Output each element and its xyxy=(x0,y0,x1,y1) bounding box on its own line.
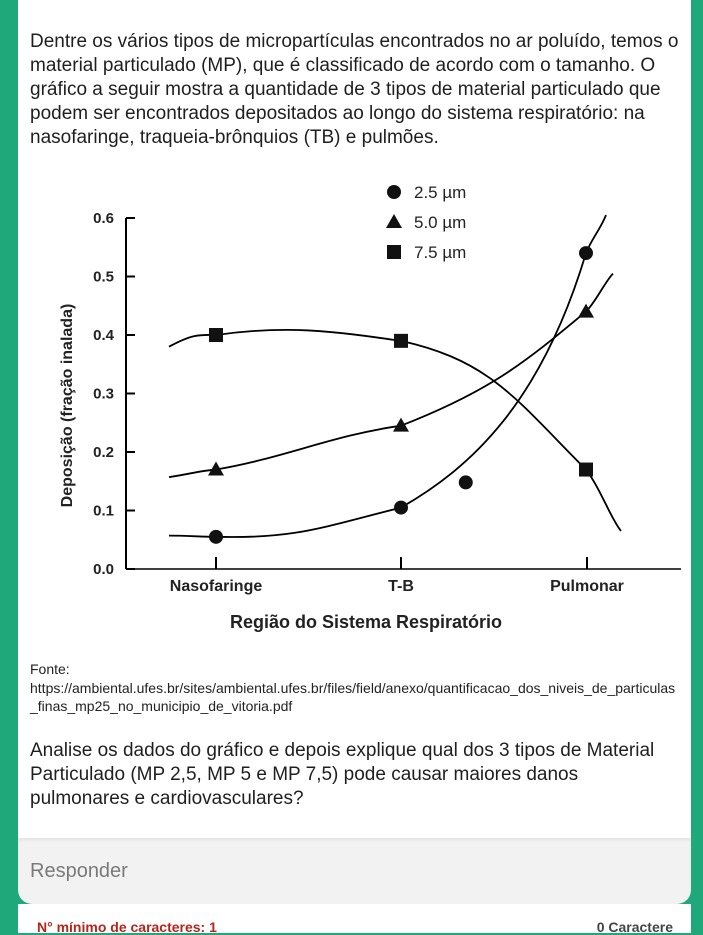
legend-label: 7.5 µm xyxy=(414,243,467,262)
y-axis-title: Deposição (fração inalada) xyxy=(59,303,76,508)
x-tick-label: Pulmonar xyxy=(550,578,624,595)
data-point-2-5m xyxy=(579,246,593,260)
data-point-2-5m xyxy=(209,530,223,544)
x-axis-title: Região do Sistema Respiratório xyxy=(229,612,503,632)
question-prompt: Analise os dados do gráfico e depois explique qual dos 3 tipos de Material Particulado (MP 2,5, MP 5 e MP 7,5) pode causar maiores danos pulmonares e cardiovasculares? xyxy=(30,740,655,809)
deposition-chart xyxy=(36,175,696,645)
legend-label: 5.0 µm xyxy=(414,213,467,232)
y-tick-label: 0.1 xyxy=(93,502,114,520)
source-url[interactable]: https://ambiental.ufes.br/sites/ambiental.ufes.br/files/field/anexo/quantificacao_dos_niveis_de_particulas_finas_mp25_no_municipio_de_vitoria.pdf xyxy=(30,680,676,714)
y-tick-label: 0.2 xyxy=(93,444,114,461)
data-point-7-5m xyxy=(579,463,593,477)
legend-marker xyxy=(387,185,401,199)
data-point-5-0m xyxy=(393,418,409,432)
y-tick-label: 0.4 xyxy=(93,327,114,344)
data-point-7-5m xyxy=(394,334,408,348)
series-line-2.5um xyxy=(169,215,606,537)
legend-marker xyxy=(387,245,401,259)
source-label: Fonte: xyxy=(30,661,70,677)
question-text: Dentre os vários tipos de micropartículas encontrados no ar poluído, temos o material particulado (MP), que é classificado de acordo com o tamanho. O gráfico a seguir mostra a quantidade de 3 tipos de material particulado que podem ser encontrados depositados ao longo do sistema respiratório: na nasofaringe, traqueia-brônquios (TB) e pulmões. xyxy=(30,31,679,148)
y-tick-label: 0.0 xyxy=(93,561,114,578)
legend-marker xyxy=(386,214,402,228)
answer-footer xyxy=(18,904,691,933)
min-characters-label: N° mínimo de caracteres: 1 xyxy=(37,919,217,935)
x-tick-label: Nasofaringe xyxy=(169,578,263,595)
data-point-2-5m xyxy=(394,501,408,515)
question-card xyxy=(18,0,691,838)
data-point-2-5m-extra xyxy=(459,475,473,489)
y-tick-label: 0.3 xyxy=(93,385,114,403)
y-tick-label: 0.6 xyxy=(93,210,114,227)
chart-svg xyxy=(36,175,696,645)
y-tick-label: 0.5 xyxy=(93,268,114,286)
data-point-7-5m xyxy=(209,328,223,342)
character-count: 0 Caractere xyxy=(596,919,673,935)
answer-placeholder: Responder xyxy=(30,860,128,882)
series-line-5.0um xyxy=(169,274,613,478)
answer-input[interactable] xyxy=(18,838,691,904)
legend-label: 2.5 µm xyxy=(414,183,467,202)
x-tick-label: T-B xyxy=(388,578,414,595)
